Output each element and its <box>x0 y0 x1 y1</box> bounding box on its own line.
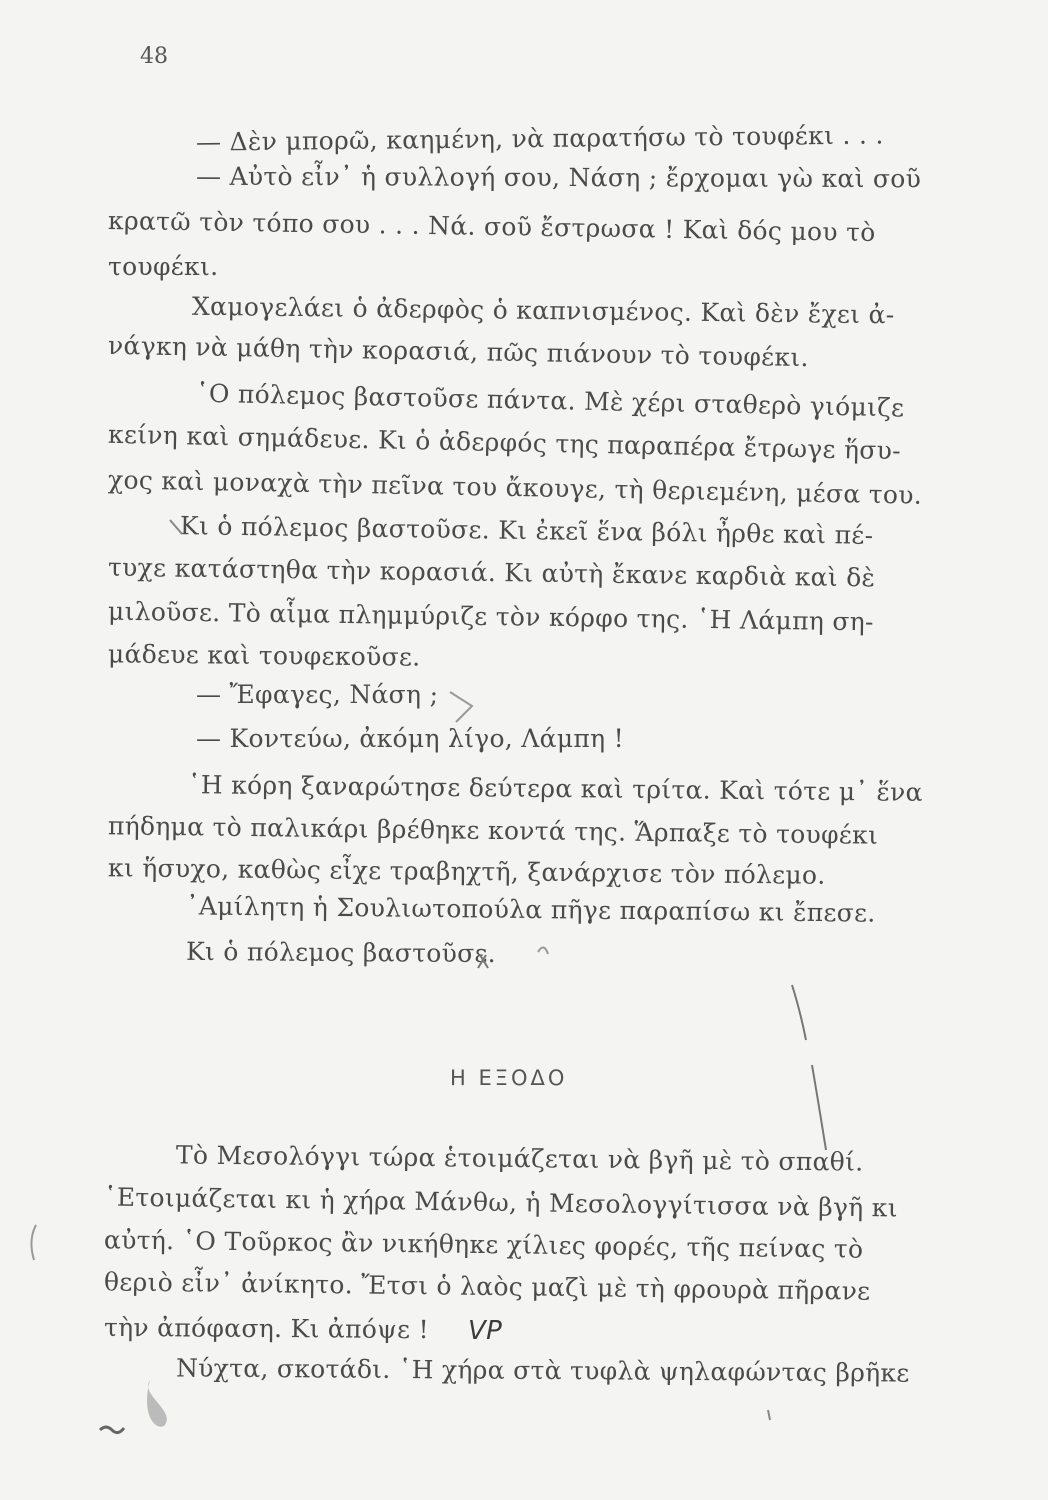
section-heading: Η ΕΞΟΔΟ <box>450 1066 568 1090</box>
text-line: κι ἥσυχο, καθὼς εἶχε τραβηχτῆ, ξανάρχισε τὸν πόλεμο. <box>107 853 826 890</box>
text-line: ῾Ετοιμάζεται κι ἡ χήρα Μάνθω, ἡ Μεσολογγίτισσα νὰ βγῆ κι <box>103 1182 898 1223</box>
text-line: μάδευε καὶ τουφεκοῦσε. <box>107 639 421 672</box>
text-line: νάγκη νὰ μάθη τὴν κορασιά, πῶς πιάνουν τὸ τουφέκι. <box>107 330 809 373</box>
text-line: — Αὐτὸ εἶν᾽ ἡ συλλογή σου, Νάση ; ἔρχομαι γὼ καὶ σοῦ <box>195 161 922 194</box>
text-line: ῾Η κόρη ξαναρώτησε δεύτερα καὶ τρίτα. Καὶ τότε μ᾽ ἕνα <box>187 770 923 807</box>
text-line: — Κοντεύω, ἀκόμη λίγο, Λάμπη ! <box>196 724 624 753</box>
text-line: μιλοῦσε. Τὸ αἷμα πλημμύριζε τὸν κόρφο της. ῾Η Λάμπη ση- <box>107 596 874 637</box>
text-line: χος καὶ μοναχὰ τὴν πεῖνα του ἄκουγε, τὴ θεριεμένη, μέσα του. <box>107 465 923 510</box>
text-line: ᾽Αμίλητη ἡ Σουλιωτοπούλα πῆγε παραπίσω κι ἔπεσε. <box>185 891 876 928</box>
text-line: θεριὸ εἶν᾽ ἀνίκητο. Ἔτσι ὁ λαὸς μαζὶ μὲ τὴ φρουρὰ πῆρανε <box>103 1267 871 1306</box>
text-line: πήδημα τὸ παλικάρι βρέθηκε κοντά της. Ἅρπαξε τὸ τουφέκι <box>107 811 879 850</box>
handwritten-note: VP <box>468 1316 503 1346</box>
text-line: ῾Ο πόλεμος βαστοῦσε πάντα. Μὲ χέρι σταθερὸ γιόμιζε <box>195 378 905 423</box>
text-line: — Ἔφαγες, Νάση ; <box>196 680 439 709</box>
text-line: Τὸ Μεσολόγγι τώρα ἑτοιμάζεται νὰ βγῆ μὲ τὸ σπαθί. <box>175 1140 864 1177</box>
text-line: τουφέκι. <box>108 252 219 281</box>
text-line: — Δὲν μπορῶ, καημένη, νὰ παρατήσω τὸ τουφέκι . . . <box>195 120 884 157</box>
text-line: κείνη καὶ σημάδευε. Κι ὁ ἀδερφός της παραπέρα ἔτρωγε ἥσυ- <box>107 419 902 466</box>
text-line: Κι ὁ πόλεμος βαστοῦσε. Κι ἐκεῖ ἕνα βόλι ἦρθε καὶ πέ- <box>179 511 874 550</box>
text-line: Κι ὁ πόλεμος βαστοῦσε. <box>185 936 497 969</box>
text-line: Χαμογελάει ὁ ἀδερφὸς ὁ καπνισμένος. Καὶ δὲν ἔχει ἀ- <box>191 291 895 330</box>
text-line: Νύχτα, σκοτάδι. ῾Η χήρα στὰ τυφλὰ ψηλαφώντας βρῆκε <box>175 1353 910 1388</box>
text-line: κρατῶ τὸν τόπο σου . . . Νά. σοῦ ἔστρωσα ! Καὶ δός μου τὸ <box>107 205 876 248</box>
text-line: αὐτή. ῾Ο Τοῦρκος ἂν νικήθηκε χίλιες φορές, τῆς πείνας τὸ <box>103 1225 864 1264</box>
text-line: τυχε κατάστηθα τὴν κορασιά. Κι αὐτὴ ἔκανε καρδιὰ καὶ δὲ <box>107 552 876 593</box>
text-line: τὴν ἀπόφαση. Κι ἀπόψε ! <box>103 1312 429 1345</box>
page-number: 48 <box>140 44 168 69</box>
